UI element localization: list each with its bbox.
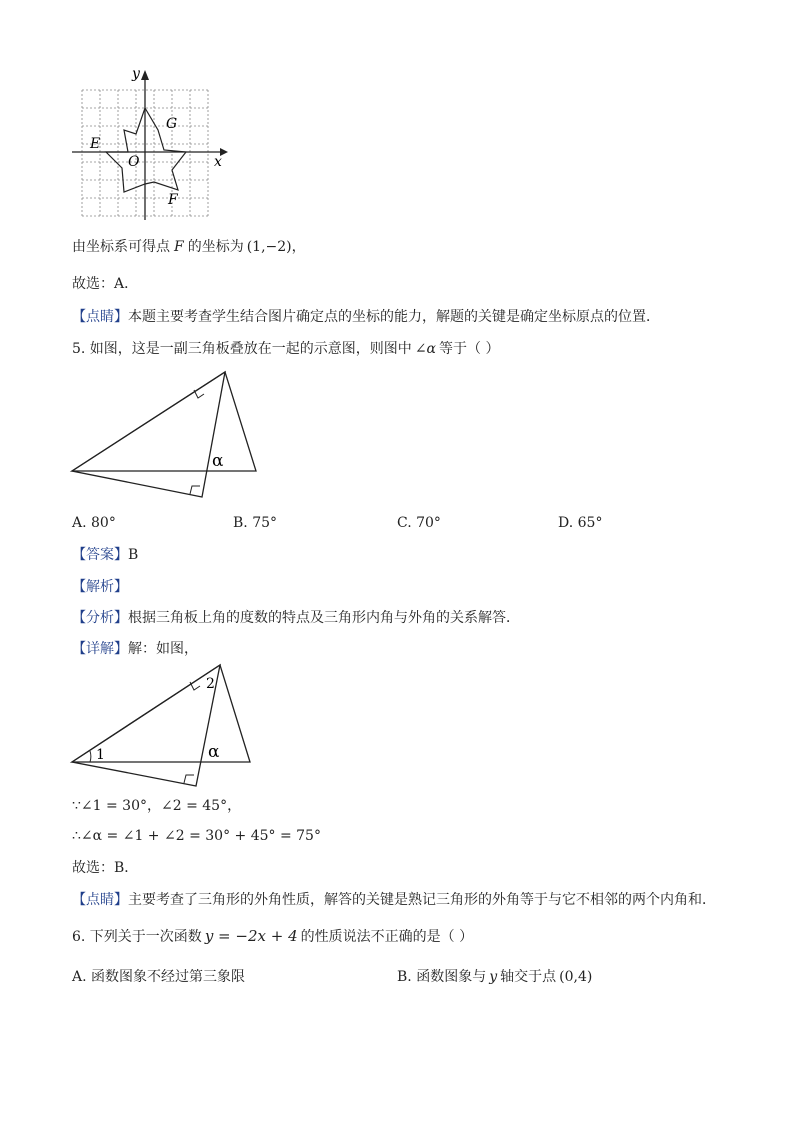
question-5: 5. 如图，这是一副三角板叠放在一起的示意图，则图中 ∠α 等于（ ） — [72, 341, 500, 357]
q6-option-b[interactable]: B. 函数图象与 y 轴交于点 (0,4) — [397, 969, 593, 985]
label-x: x — [214, 154, 222, 170]
label-g: G — [166, 116, 178, 132]
label-y: y — [132, 66, 140, 82]
label-e: E — [90, 136, 101, 152]
question-6: 6. 下列关于一次函数 y = −2x + 4 的性质说法不正确的是（ ） — [72, 927, 474, 945]
answer-select-a: 故选：A． — [72, 276, 139, 292]
analysis-text: 【分析】根据三角板上角的度数的特点及三角形内角与外角的关系解答． — [72, 610, 520, 626]
coordinate-grid-figure — [70, 68, 230, 223]
step-therefore: ∴∠α = ∠1 + ∠2 = 30° + 45° = 75° — [72, 828, 321, 844]
triangle-figure-question — [70, 368, 270, 503]
q6-option-a[interactable]: A. 函数图象不经过第三象限 — [72, 969, 246, 985]
alpha-label: α — [212, 451, 224, 471]
step-because: ∵∠1 = 30°，∠2 = 45°， — [72, 798, 242, 814]
alpha-label-solution: α — [208, 742, 220, 762]
angle-2-label: 2 — [206, 676, 215, 692]
analysis-heading: 【解析】 — [72, 579, 128, 595]
answer-select-b: 故选：B． — [72, 860, 139, 876]
q5-option-c[interactable]: C. 70° — [397, 515, 441, 531]
answer-label: 【答案】B — [72, 547, 139, 563]
q5-option-a[interactable]: A. 80° — [72, 515, 116, 531]
label-f: F — [168, 192, 178, 208]
angle-1-label: 1 — [96, 747, 105, 763]
q5-option-d[interactable]: D. 65° — [558, 515, 603, 531]
label-o: O — [128, 154, 140, 170]
comment-1: 【点睛】本题主要考查学生结合图片确定点的坐标的能力，解题的关键是确定坐标原点的位置． — [72, 309, 660, 325]
detailed-solution: 【详解】解：如图， — [72, 641, 198, 657]
triangle-figure-solution — [70, 662, 260, 792]
q5-option-b[interactable]: B. 75° — [233, 515, 278, 531]
comment-2: 【点睛】主要考查了三角形的外角性质，解答的关键是熟记三角形的外角等于与它不相邻的两个内角和． — [72, 892, 716, 908]
line-f-coordinate: 由坐标系可得点 F 的坐标为 (1,−2)， — [72, 239, 306, 255]
